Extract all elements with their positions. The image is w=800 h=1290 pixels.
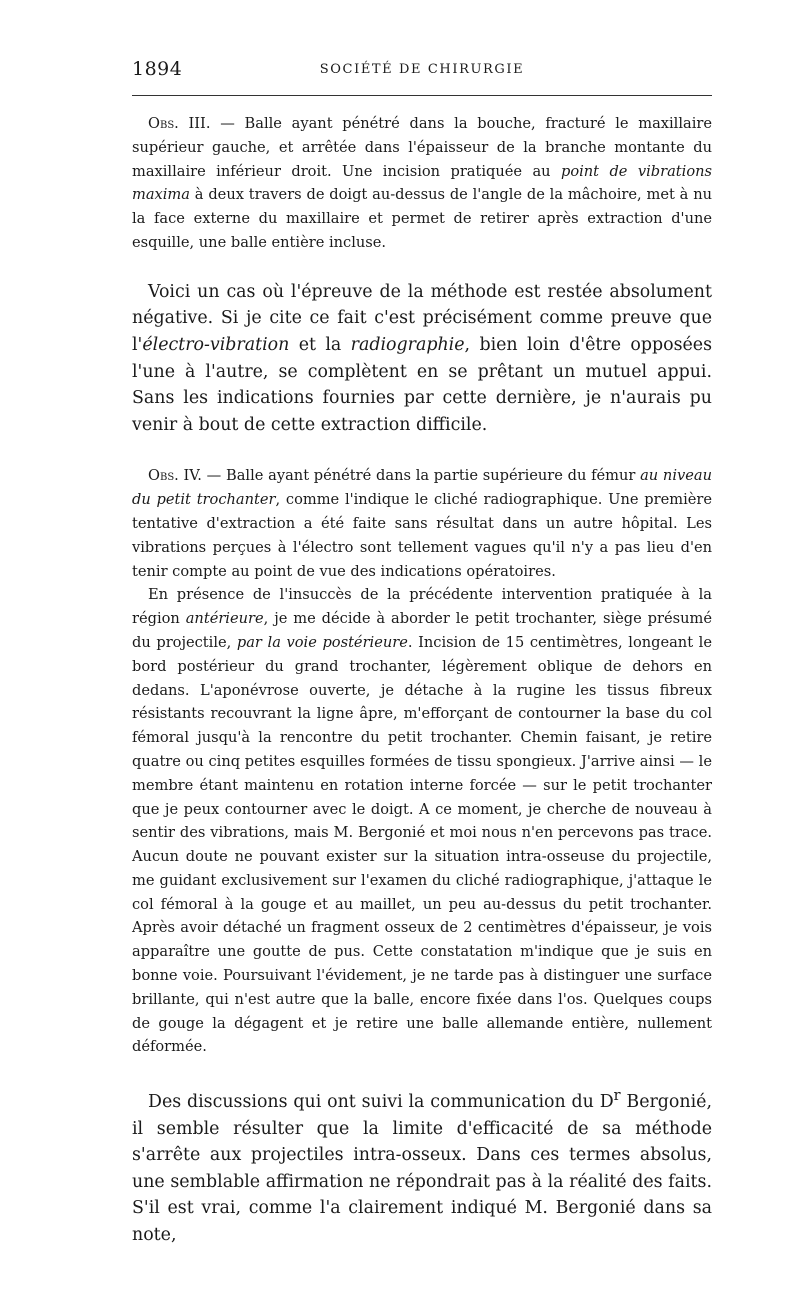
superscript: r	[613, 1088, 621, 1105]
italic-run: point de vibrations maxima	[132, 162, 712, 204]
text-run: Des discussions qui ont suivi la communication du D	[148, 1092, 614, 1113]
observation-3	[132, 112, 712, 255]
obs-label: Obs. IV.	[148, 467, 202, 485]
italic-run: radiographie	[350, 334, 465, 355]
obs-label: Obs. III.	[148, 115, 211, 132]
text-run: à deux travers de doigt au-dessus de l'angle de la mâchoire, met à nu la face externe du maxillaire et permet de retirer après extraction d'une esquille, une balle entière incluse.	[132, 186, 712, 251]
observation-4	[132, 464, 712, 583]
paragraph-commentary	[132, 279, 712, 439]
text-run: Bergonié, il semble résulter que la limite d'efficacité de sa méthode s'arrête aux projectiles intra-osseux. Dans ces termes absolus, une semblable affirmation ne répondrait pas à la réalité des faits. S'il est vrai, comme l'a clairement indiqué M. Bergonié dans sa note,	[132, 1092, 712, 1246]
italic-run: antérieure	[185, 610, 264, 628]
text-run: Voici un cas où l'épreuve de la méthode est restée absolument négative. Si je cite ce fait c'est précisément comme preuve que l'	[132, 281, 712, 355]
text-run: — Balle ayant pénétré dans la partie supérieure du fémur	[201, 467, 641, 485]
text-run: , comme l'indique le cliché radiographique. Une première tentative d'extraction a été faite sans résultat dans un autre hôpital. Les vibrations perçues à l'électro sont tellement vagues qu'il n'y a pas lieu d'en tenir compte au point de vue des indications opératoires.	[132, 491, 713, 580]
text-run: , je me décide à aborder le petit trochanter, siège présumé du projectile,	[132, 610, 712, 651]
italic-run: au niveau du petit trochanter	[132, 467, 712, 509]
text-run: et la	[289, 334, 351, 355]
page-number: 1894	[132, 58, 183, 80]
observation-4-continued	[132, 583, 712, 1059]
text-run: — Balle ayant pénétré dans la bouche, fracturé le maxillaire supérieur gauche, et arrêtée dans l'épaisseur de la branche montante du maxillaire inférieur droit. Une incision pratiquée au	[132, 115, 713, 180]
page-header	[132, 58, 712, 88]
body-text	[132, 112, 712, 1249]
text-run: En présence de l'insuccès de la précédente intervention pratiquée à la région	[132, 586, 712, 628]
italic-run: électro-vibration	[142, 334, 290, 355]
paragraph-discussion	[132, 1083, 712, 1248]
header-rule	[132, 95, 712, 96]
text-run: , bien loin d'être opposées l'une à l'autre, se complètent en se prêtant un mutuel appui. Sans les indications fournies par cette dernière, je n'aurais pu venir à bout de cette extraction difficile.	[132, 334, 712, 435]
running-head: SOCIÉTÉ DE CHIRURGIE	[319, 62, 525, 77]
text-run: . Incision de 15 centimètres, longeant le bord postérieur du grand trochanter, légèrement oblique de dehors en dedans. L'aponévrose ouverte, je détache à la rugine les tissus fibreux résistants recouvrant la ligne âpre, m'efforçant de contourner la base du col fémoral jusqu'à la rencontre du petit trochanter. Chemin faisant, je retire quatre ou cinq petites esquilles formées de tissu spongieux. J'arrive ainsi — le membre étant maintenu en rotation interne forcée — sur le petit trochanter que je peux contourner avec le doigt. A ce moment, je cherche de nouveau à sentir des vibrations, mais M. Bergonié et moi nous n'en percevons pas trace. Aucun doute ne pouvant exister sur la situation intra-osseuse du projectile, me guidant exclusivement sur l'examen du cliché radiographique, j'attaque le col fémoral à la gouge et au maillet, un peu au-dessus du petit trochanter. Après avoir détaché un fragment osseux de 2 centimètres d'épaisseur, je vois apparaître une goutte de pus. Cette constatation m'indique que je suis en bonne voie. Poursuivant l'évidement, je ne tarde pas à distinguer une surface brillante, qui n'est autre que la balle, encore fixée dans l'os. Quelques coups de gouge la dégagent et je retire une balle allemande entière, nullement déformée.	[132, 633, 712, 1056]
italic-run: par la voie postérieure	[236, 633, 408, 651]
